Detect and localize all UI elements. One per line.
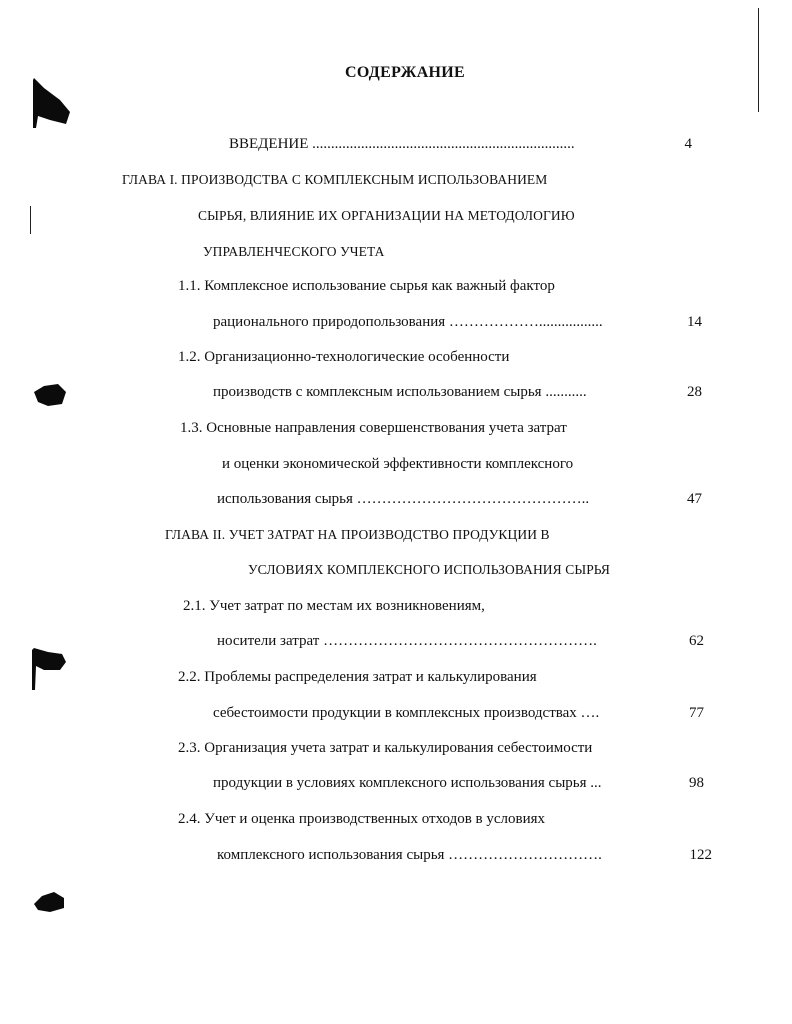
scan-blot-icon (30, 886, 70, 916)
scan-blot-icon (28, 378, 72, 412)
toc-section-entry: производств с комплексным использованием сырья ........... (213, 384, 587, 400)
toc-section-heading: 2.3. Организация учета затрат и калькулирования себестоимости (178, 740, 593, 756)
toc-chapter-heading-cont: УПРАВЛЕНЧЕСКОГО УЧЕТА (203, 244, 385, 259)
toc-chapter-heading-cont: УСЛОВИЯХ КОМПЛЕКСНОГО ИСПОЛЬЗОВАНИЯ СЫРЬЯ (248, 562, 611, 577)
scan-edge-line (30, 206, 31, 234)
toc-page-number: 4 (684, 136, 692, 152)
toc-page-number: 14 (687, 314, 702, 330)
toc-section-heading: 2.1. Учет затрат по местам их возникновениям, (183, 598, 485, 614)
toc-chapter-heading: ГЛАВА II. УЧЕТ ЗАТРАТ НА ПРОИЗВОДСТВО ПРОДУКЦИИ В (165, 527, 550, 542)
toc-section-heading: 1.3. Основные направления совершенствования учета затрат (180, 420, 567, 436)
toc-section-heading: 1.1. Комплексное использование сырья как важный фактор (178, 278, 555, 294)
scan-edge-line (758, 8, 759, 112)
toc-section-heading: 2.2. Проблемы распределения затрат и калькулирования (178, 669, 537, 685)
toc-section-entry: рационального природопользования ………………................. (213, 314, 603, 330)
toc-section-entry: продукции в условиях комплексного использования сырья ... (213, 775, 602, 791)
toc-section-entry: использования сырья ……………………………………….. (217, 491, 590, 507)
page-title: СОДЕРЖАНИЕ (344, 64, 466, 81)
scan-blot-icon (28, 642, 72, 694)
toc-page-number: 77 (689, 705, 704, 721)
toc-page-number: 28 (687, 384, 702, 400)
toc-section-entry: комплексного использования сырья …………………………. (217, 847, 602, 863)
toc-section-heading: 1.2. Организационно-технологические особенности (178, 349, 510, 365)
toc-page-number: 47 (687, 491, 702, 507)
toc-section-entry: носители затрат ………………………………………………. (217, 633, 597, 649)
toc-page-number: 62 (689, 633, 704, 649)
toc-section-heading: 2.4. Учет и оценка производственных отходов в условиях (178, 811, 546, 827)
toc-chapter-heading: ГЛАВА I. ПРОИЗВОДСТВА С КОМПЛЕКСНЫМ ИСПОЛЬЗОВАНИЕМ (122, 172, 548, 187)
toc-section-entry: себестоимости продукции в комплексных производствах …. (213, 705, 600, 721)
toc-entry-introduction: ВВЕДЕНИЕ ...................................................................... (229, 136, 575, 152)
toc-chapter-heading-cont: СЫРЬЯ, ВЛИЯНИЕ ИХ ОРГАНИЗАЦИИ НА МЕТОДОЛОГИЮ (198, 208, 575, 223)
toc-section-heading-cont: и оценки экономической эффективности комплексного (222, 456, 574, 472)
toc-page-number: 98 (689, 775, 704, 791)
toc-page-number: 122 (689, 847, 712, 863)
